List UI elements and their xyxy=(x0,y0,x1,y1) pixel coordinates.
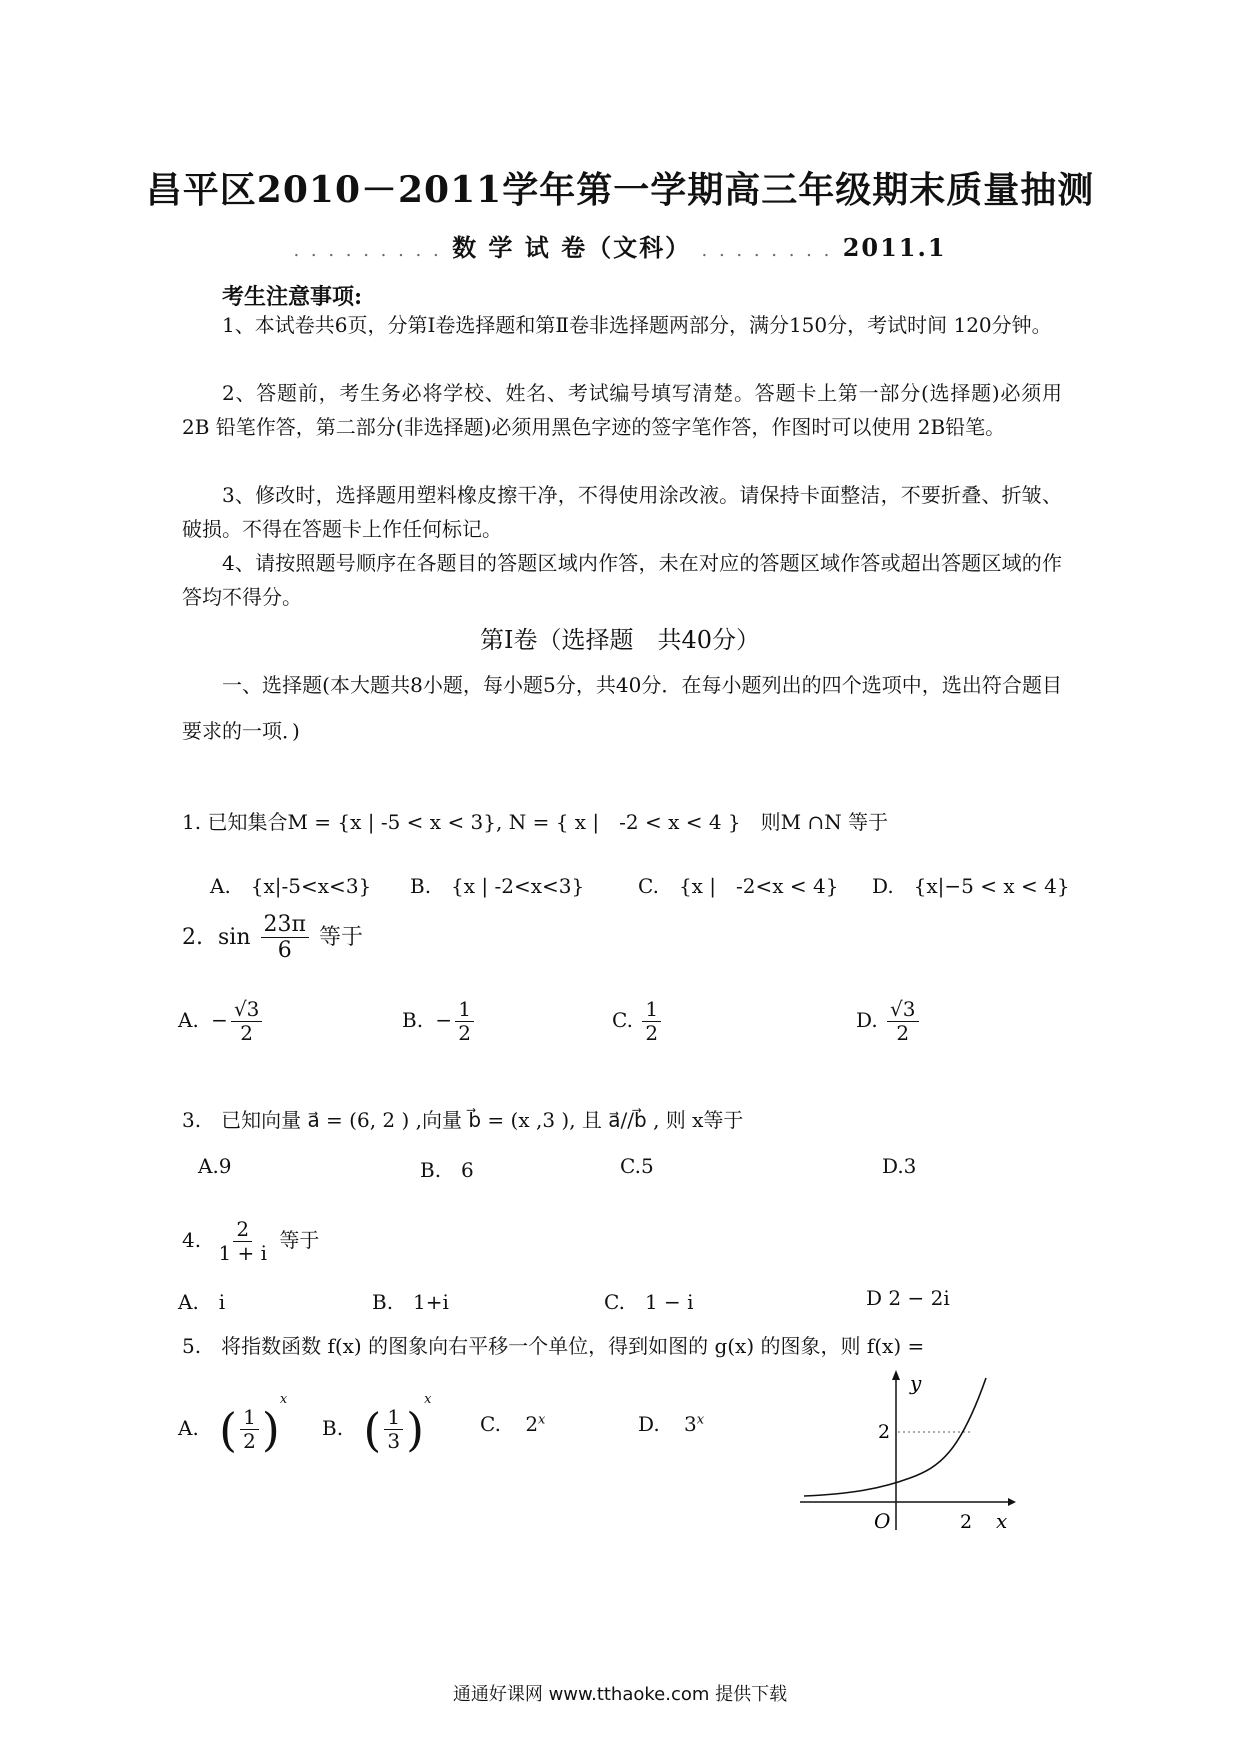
q5-option-b-num: 1 xyxy=(384,1406,403,1430)
q2-option-b-den: 2 xyxy=(458,1021,471,1045)
q5-option-a-num: 1 xyxy=(240,1406,259,1430)
q2-fraction xyxy=(261,912,309,964)
q2-option-c-fraction xyxy=(642,998,661,1045)
exam-date: 2011.1 xyxy=(842,233,947,262)
q4-option-d: D 2 − 2i xyxy=(866,1286,950,1310)
x-axis-arrow-icon xyxy=(1008,1498,1016,1506)
exam-title: 昌平区2010－2011学年第一学期高三年级期末质量抽测 xyxy=(145,169,1095,211)
x-tick-label: 2 xyxy=(960,1511,973,1533)
q5-option-d-base: 3 xyxy=(684,1412,697,1436)
q5-option-d-label: D. xyxy=(638,1412,660,1436)
origin-label: O xyxy=(874,1509,891,1533)
q5-option-b-label: B. xyxy=(322,1416,344,1440)
notice-item-1: 1、本试卷共6页，分第Ⅰ卷选择题和第Ⅱ卷非选择题两部分，满分150分，考试时间 120分钟。 xyxy=(222,313,1052,337)
question-1-stem: 1. 已知集合M = {x | -5 < x < 3}, N = { x | -2 < x < 4 } 则M ∩N 等于 xyxy=(182,810,889,834)
q2-suffix: 等于 xyxy=(318,924,363,950)
q5-option-a-exponent: x xyxy=(279,1392,288,1407)
q2-option-d-fraction xyxy=(887,998,918,1045)
q5-option-a-den: 2 xyxy=(243,1429,256,1453)
notice-title: 考生注意事项: xyxy=(222,284,363,310)
q5-option-b-den: 3 xyxy=(387,1429,401,1453)
q2-sin: sin xyxy=(218,924,251,950)
q2-option-a-sign: − xyxy=(211,1008,228,1032)
question-4-stem xyxy=(182,1218,319,1265)
q2-option-b-num: 1 xyxy=(455,998,474,1022)
section-1-title: 第Ⅰ卷（选择题 共40分） xyxy=(479,626,761,654)
q4-option-a: A. i xyxy=(178,1290,226,1314)
y-axis-label: y xyxy=(910,1371,922,1395)
notice-item-3: 3、修改时，选择题用塑料橡皮擦干净，不得使用涂改液。请保持卡面整洁，不要折叠、折皱、破损。不得在答题卡上作任何标记。 xyxy=(182,483,1062,541)
footer-watermark: 通通好课网 www.tthaoke.com 提供下载 xyxy=(452,1684,788,1705)
q5-option-b: B. ( $\frac{1}{3}$ )$^x$ xyxy=(322,1392,432,1457)
q5-option-b-exponent: x xyxy=(424,1392,432,1407)
q5-option-d-exponent: x xyxy=(696,1412,705,1428)
y-tick-label: 2 xyxy=(878,1421,891,1443)
q2-option-a-label: A. xyxy=(178,1008,199,1032)
q2-option-d xyxy=(856,998,922,1045)
q2-option-b-sign: − xyxy=(435,1008,453,1032)
q5-option-c-base: 2 xyxy=(525,1412,539,1436)
q1-option-a: A. {x|-5<x<3} xyxy=(210,874,372,898)
q1-option-b: B. {x | -2<x<3} xyxy=(410,874,585,898)
q3-option-b: B. 6 xyxy=(420,1158,474,1182)
q3-option-c: C.5 xyxy=(620,1154,654,1178)
q5-option-b-fraction xyxy=(384,1406,403,1453)
q2-option-d-num: √3 xyxy=(887,998,918,1022)
question-3-stem: 3. 已知向量 a⃗ = (6, 2 ) ,向量 b⃗ = (x ,3 ), 且 a⃗//b⃗ , 则 x等于 xyxy=(182,1108,744,1132)
question-2-stem xyxy=(182,912,363,964)
q5-option-a-label: A. xyxy=(178,1416,199,1440)
q2-option-d-den: 2 xyxy=(896,1021,910,1045)
q3-option-a: A.9 xyxy=(198,1154,232,1178)
q2-option-c-label: C. xyxy=(612,1008,633,1032)
q5-option-a: A. ( $\frac{1}{2}$ )$^x$ xyxy=(178,1392,288,1457)
q2-option-a-den: 2 xyxy=(240,1021,254,1045)
subject-label: 数 学 试 卷（文科） xyxy=(452,233,692,262)
q2-fraction-numerator: 23π xyxy=(261,912,309,938)
q2-option-a xyxy=(178,998,265,1045)
notice-item-2: 2、答题前，考生务必将学校、姓名、考试编号填写清楚。答题卡上第一部分(选择题)必须用 2B 铅笔作答，第二部分(非选择题)必须用黑色字迹的签字笔作答，作图时可以使用 2B铅笔。 xyxy=(182,381,1062,439)
q2-option-b-fraction xyxy=(455,998,474,1045)
q2-option-b xyxy=(402,998,477,1045)
x-axis-label: x xyxy=(996,1509,1008,1533)
q1-option-c: C. {x | -2<x < 4} xyxy=(638,874,839,898)
q2-option-c-num: 1 xyxy=(642,998,661,1022)
q5-option-c-label: C. xyxy=(480,1412,501,1436)
q2-fraction-denominator: 6 xyxy=(277,938,292,964)
q2-option-d-label: D. xyxy=(856,1008,878,1032)
q5-option-d xyxy=(638,1412,704,1436)
q2-number: 2. xyxy=(182,924,203,950)
q2-option-c xyxy=(612,998,664,1045)
q4-option-b: B. 1+i xyxy=(372,1290,449,1314)
q4-fraction-numerator: 2 xyxy=(233,1218,252,1242)
function-curve xyxy=(804,1378,986,1496)
q2-option-a-fraction xyxy=(231,998,262,1045)
q4-fraction xyxy=(215,1218,270,1265)
q2-option-a-num: √3 xyxy=(231,998,262,1022)
question-5-stem: 5. 将指数函数 f(x) 的图象向右平移一个单位，得到如图的 g(x) 的图象，则 f(x) = xyxy=(182,1334,925,1358)
section-1-instruction: 一、选择题(本大题共8小题，每小题5分，共40分．在每小题列出的四个选项中，选出符合题目要求的一项．) xyxy=(182,673,1062,743)
exam-subtitle: . . . . . . . . . 数 学 试 卷（文科） . . . . . . . . 2011.1 xyxy=(293,233,947,262)
q4-fraction-denominator: 1 + i xyxy=(218,1241,268,1265)
q5-option-c xyxy=(480,1412,545,1436)
y-axis-arrow-icon xyxy=(892,1370,900,1380)
q5-option-c-exponent: x xyxy=(538,1412,546,1428)
q5-option-a-fraction xyxy=(240,1406,259,1453)
q3-option-d: D.3 xyxy=(882,1154,917,1178)
q4-number: 4. xyxy=(182,1228,202,1252)
notice-item-4: 4、请按照题号顺序在各题目的答题区域内作答，未在对应的答题区域作答或超出答题区域的作答均不得分。 xyxy=(182,551,1062,609)
q2-option-b-label: B. xyxy=(402,1008,424,1032)
q4-suffix: 等于 xyxy=(279,1228,320,1252)
exponential-graph xyxy=(800,1370,1020,1540)
q1-option-d: D. {x|−5 < x < 4} xyxy=(872,874,1070,898)
q4-option-c: C. 1 − i xyxy=(604,1290,694,1314)
q2-option-c-den: 2 xyxy=(645,1021,659,1045)
